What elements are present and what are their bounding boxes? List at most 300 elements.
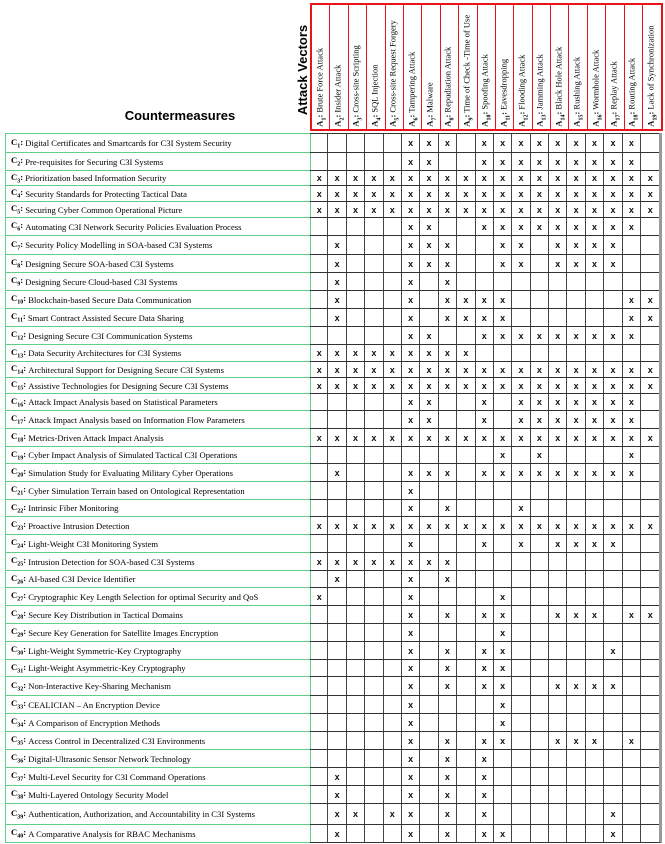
mark-x: x xyxy=(592,414,598,425)
mark-x: x xyxy=(647,173,653,183)
grid-cell-c33-a8 xyxy=(439,696,457,713)
countermeasure-row-c38 xyxy=(6,785,310,803)
attack-header-a5 xyxy=(386,5,404,129)
grid-cell-c36-a2 xyxy=(328,750,346,767)
countermeasure-label: Light-Weight Symmetric-Key Cryptography xyxy=(28,645,182,656)
grid-cell-c11-a10 xyxy=(476,309,494,326)
grid-cell-c7-a2 xyxy=(328,236,346,254)
grid-cell-c30-a15 xyxy=(567,642,585,659)
grid-cell-c36-a8 xyxy=(439,750,457,767)
mark-x: x xyxy=(481,330,487,341)
mark-x: x xyxy=(334,809,340,819)
mark-x: x xyxy=(408,188,414,199)
grid-cell-c9-a13 xyxy=(531,273,549,290)
grid-cell-c37-a1 xyxy=(310,768,328,785)
grid-cell-c26-a12 xyxy=(512,571,530,587)
attack-header-label xyxy=(553,47,566,127)
attack-header-a9 xyxy=(459,5,477,129)
countermeasure-row-c13 xyxy=(6,344,310,361)
grid-cell-c16-a14 xyxy=(549,394,567,410)
mark-x: x xyxy=(408,681,414,691)
countermeasure-id: $C_{29}$: xyxy=(11,626,29,639)
grid-cell-c3-a9 xyxy=(457,171,475,185)
grid-cell-c13-a9 xyxy=(457,345,475,361)
grid-cell-c13-a2 xyxy=(328,345,346,361)
grid-cell-c15-a18 xyxy=(623,378,641,393)
grid-cell-c2-a11 xyxy=(494,153,512,170)
grid-cell-c15-a5 xyxy=(384,378,402,393)
countermeasure-id: $C_{11}$: xyxy=(11,311,28,324)
mark-x: x xyxy=(592,380,598,391)
grid-cell-c23-a14 xyxy=(549,517,567,534)
grid-row-c33 xyxy=(310,695,659,713)
grid-cell-c26-a10 xyxy=(476,571,494,587)
grid-cell-c34-a17 xyxy=(604,714,622,731)
mark-x: x xyxy=(481,312,487,323)
grid-cell-c28-a19 xyxy=(641,606,659,623)
grid-cell-c37-a5 xyxy=(384,768,402,785)
mark-x: x xyxy=(610,364,616,375)
grid-cell-c20-a9 xyxy=(457,464,475,481)
grid-cell-c5-a14 xyxy=(549,202,567,217)
mark-x: x xyxy=(334,312,340,323)
grid-cell-c11-a3 xyxy=(347,309,365,326)
grid-cell-c26-a17 xyxy=(604,571,622,587)
mark-x: x xyxy=(426,520,432,531)
grid-cell-c5-a7 xyxy=(420,202,438,217)
mark-x: x xyxy=(555,330,561,341)
mark-x: x xyxy=(408,156,414,167)
grid-cell-c12-a14 xyxy=(549,327,567,344)
grid-cell-c12-a2 xyxy=(328,327,346,344)
mark-x: x xyxy=(500,467,506,478)
grid-row-c34 xyxy=(310,713,659,731)
mark-x: x xyxy=(481,138,487,148)
mark-x: x xyxy=(500,294,506,305)
grid-cell-c4-a11 xyxy=(494,186,512,201)
grid-cell-c33-a16 xyxy=(586,696,604,713)
mark-x: x xyxy=(628,467,634,478)
grid-cell-c30-a16 xyxy=(586,642,604,659)
mark-x: x xyxy=(481,735,487,746)
mark-x: x xyxy=(518,173,524,183)
grid-cell-c32-a5 xyxy=(384,677,402,695)
grid-cell-c17-a6 xyxy=(402,411,420,428)
grid-cell-c26-a14 xyxy=(549,571,567,587)
grid-cell-c27-a5 xyxy=(384,588,402,605)
grid-cell-c34-a7 xyxy=(420,714,438,731)
countermeasure-label: Cyber Impact Analysis of Simulated Tactical C3I Operations xyxy=(28,450,238,460)
grid-cell-c11-a9 xyxy=(457,309,475,326)
mark-x: x xyxy=(444,276,450,287)
attack-header-label xyxy=(406,52,419,127)
grid-cell-c37-a18 xyxy=(623,768,641,785)
grid-cell-c40-a17 xyxy=(604,825,622,842)
grid-cell-c8-a16 xyxy=(586,255,604,272)
mark-x: x xyxy=(426,432,432,443)
mark-x: x xyxy=(555,467,561,478)
mark-x: x xyxy=(444,735,450,746)
grid-cell-c18-a16 xyxy=(586,429,604,446)
grid-cell-c22-a19 xyxy=(641,500,659,516)
grid-cell-c38-a13 xyxy=(531,786,549,803)
mark-x: x xyxy=(518,538,524,549)
attack-header-label xyxy=(443,47,456,127)
mark-x: x xyxy=(592,467,598,478)
grid-cell-c4-a13 xyxy=(531,186,549,201)
countermeasure-id: $C_{28}$: xyxy=(11,608,29,621)
grid-cell-c10-a15 xyxy=(567,291,585,308)
grid-cell-c5-a10 xyxy=(476,202,494,217)
attack-id: $A_{18}$: xyxy=(626,112,640,127)
grid-cell-c10-a7 xyxy=(420,291,438,308)
mark-x: x xyxy=(573,258,579,269)
grid-cell-c30-a14 xyxy=(549,642,567,659)
grid-cell-c36-a11 xyxy=(494,750,512,767)
grid-cell-c23-a18 xyxy=(623,517,641,534)
mark-x: x xyxy=(610,380,616,391)
mark-x: x xyxy=(408,520,414,531)
grid-cell-c23-a16 xyxy=(586,517,604,534)
mark-x: x xyxy=(444,294,450,305)
grid-cell-c38-a12 xyxy=(512,786,530,803)
grid-cell-c20-a7 xyxy=(420,464,438,481)
grid-cell-c16-a8 xyxy=(439,394,457,410)
grid-cell-c25-a13 xyxy=(531,553,549,570)
mark-x: x xyxy=(573,380,579,391)
grid-cell-c20-a17 xyxy=(604,464,622,481)
grid-cell-c36-a1 xyxy=(310,750,328,767)
grid-row-c31 xyxy=(310,659,659,676)
mark-x: x xyxy=(500,520,506,531)
grid-cell-c21-a7 xyxy=(420,482,438,499)
grid-cell-c39-a10 xyxy=(476,804,494,824)
grid-cell-c26-a2 xyxy=(328,571,346,587)
mark-x: x xyxy=(444,240,450,250)
grid-cell-c37-a17 xyxy=(604,768,622,785)
grid-cell-c31-a11 xyxy=(494,660,512,676)
mark-x: x xyxy=(444,173,450,183)
grid-cell-c4-a16 xyxy=(586,186,604,201)
grid-cell-c11-a4 xyxy=(365,309,383,326)
mark-x: x xyxy=(573,520,579,531)
grid-cell-c12-a18 xyxy=(623,327,641,344)
attack-name: Cross-site Request Forgery xyxy=(387,20,398,116)
grid-cell-c13-a4 xyxy=(365,345,383,361)
mark-x: x xyxy=(444,809,450,819)
mark-x: x xyxy=(628,221,634,232)
grid-cell-c29-a6 xyxy=(402,624,420,641)
mark-x: x xyxy=(463,348,469,358)
grid-cell-c8-a10 xyxy=(476,255,494,272)
mark-x: x xyxy=(352,364,358,375)
attack-id: $A_6$: xyxy=(406,115,419,127)
grid-cell-c10-a1 xyxy=(310,291,328,308)
grid-cell-c8-a1 xyxy=(310,255,328,272)
mark-x: x xyxy=(592,538,598,549)
grid-cell-c2-a15 xyxy=(567,153,585,170)
attack-header-a12 xyxy=(514,5,532,129)
table-bottom-border xyxy=(6,842,310,843)
mark-x: x xyxy=(573,414,579,425)
attack-name: Spoofing Attack xyxy=(479,54,490,113)
grid-cell-c25-a8 xyxy=(439,553,457,570)
grid-cell-c34-a11 xyxy=(494,714,512,731)
grid-cell-c34-a8 xyxy=(439,714,457,731)
countermeasure-row-c7 xyxy=(6,235,310,254)
mark-x: x xyxy=(610,520,616,531)
grid-cell-c40-a7 xyxy=(420,825,438,842)
mark-x: x xyxy=(481,609,487,620)
grid-cell-c31-a17 xyxy=(604,660,622,676)
grid-cell-c21-a6 xyxy=(402,482,420,499)
countermeasure-row-c25 xyxy=(6,552,310,570)
grid-cell-c27-a11 xyxy=(494,588,512,605)
mark-x: x xyxy=(536,432,542,443)
grid-cell-c31-a12 xyxy=(512,660,530,676)
attack-name: Malware xyxy=(424,82,435,116)
grid-cell-c7-a15 xyxy=(567,236,585,254)
grid-cell-c10-a4 xyxy=(365,291,383,308)
mark-x: x xyxy=(481,771,487,782)
grid-cell-c31-a8 xyxy=(439,660,457,676)
grid-cell-c1-a14 xyxy=(549,134,567,152)
mark-x: x xyxy=(316,173,322,183)
grid-cell-c8-a15 xyxy=(567,255,585,272)
mark-x: x xyxy=(536,204,542,215)
countermeasure-id: $C_{14}$: xyxy=(11,363,29,376)
grid-cell-c36-a15 xyxy=(567,750,585,767)
grid-cell-c21-a2 xyxy=(328,482,346,499)
countermeasure-label: A Comparison of Encryption Methods xyxy=(28,717,160,728)
countermeasure-label: Architectural Support for Designing Secure C3I Systems xyxy=(28,364,224,375)
grid-cell-c1-a3 xyxy=(347,134,365,152)
grid-cell-c13-a11 xyxy=(494,345,512,361)
grid-cell-c10-a18 xyxy=(623,291,641,308)
grid-row-c22 xyxy=(310,499,659,516)
grid-cell-c6-a10 xyxy=(476,218,494,235)
grid-cell-c39-a14 xyxy=(549,804,567,824)
mark-x: x xyxy=(444,789,450,800)
grid-cell-c26-a9 xyxy=(457,571,475,587)
grid-cell-c38-a17 xyxy=(604,786,622,803)
countermeasure-id: $C_{40}$: xyxy=(11,827,29,840)
attack-header-a8 xyxy=(441,5,459,129)
grid-cell-c13-a17 xyxy=(604,345,622,361)
grid-cell-c20-a5 xyxy=(384,464,402,481)
mark-x: x xyxy=(573,432,579,443)
grid-cell-c20-a8 xyxy=(439,464,457,481)
grid-cell-c20-a15 xyxy=(567,464,585,481)
grid-cell-c12-a7 xyxy=(420,327,438,344)
grid-cell-c32-a7 xyxy=(420,677,438,695)
mark-x: x xyxy=(518,138,524,148)
grid-cell-c23-a9 xyxy=(457,517,475,534)
grid-cell-c9-a16 xyxy=(586,273,604,290)
countermeasure-row-c36 xyxy=(6,749,310,767)
grid-cell-c14-a6 xyxy=(402,362,420,377)
grid-cell-c30-a1 xyxy=(310,642,328,659)
grid-cell-c1-a15 xyxy=(567,134,585,152)
grid-cell-c35-a19 xyxy=(641,732,659,749)
mark-x: x xyxy=(426,330,432,341)
grid-cell-c15-a13 xyxy=(531,378,549,393)
grid-cell-c6-a12 xyxy=(512,218,530,235)
countermeasure-row-c21 xyxy=(6,481,310,499)
grid-cell-c37-a9 xyxy=(457,768,475,785)
grid-cell-c10-a17 xyxy=(604,291,622,308)
grid-cell-c6-a3 xyxy=(347,218,365,235)
grid-cell-c5-a9 xyxy=(457,202,475,217)
mark-x: x xyxy=(408,663,414,673)
mark-x: x xyxy=(481,538,487,549)
mark-x: x xyxy=(610,204,616,215)
mark-x: x xyxy=(610,681,616,691)
grid-cell-c31-a14 xyxy=(549,660,567,676)
grid-cell-c8-a9 xyxy=(457,255,475,272)
grid-cell-c14-a16 xyxy=(586,362,604,377)
countermeasure-id: $C_{10}$: xyxy=(11,293,29,306)
countermeasure-id: $C_{36}$: xyxy=(11,752,29,765)
mark-x: x xyxy=(444,188,450,199)
attack-name: Tampering Attack xyxy=(406,52,417,116)
mark-x: x xyxy=(352,348,358,358)
grid-cell-c19-a5 xyxy=(384,447,402,463)
grid-cell-c13-a7 xyxy=(420,345,438,361)
grid-cell-c9-a14 xyxy=(549,273,567,290)
mark-x: x xyxy=(444,828,450,839)
countermeasure-row-c4 xyxy=(6,185,310,201)
mark-x: x xyxy=(316,380,322,391)
grid-cell-c24-a11 xyxy=(494,535,512,552)
mark-x: x xyxy=(610,397,616,407)
attack-id: $A_{15}$: xyxy=(571,112,585,127)
grid-cell-c35-a8 xyxy=(439,732,457,749)
mark-x: x xyxy=(573,221,579,232)
grid-cell-c30-a19 xyxy=(641,642,659,659)
grid-cell-c7-a18 xyxy=(623,236,641,254)
grid-cell-c12-a16 xyxy=(586,327,604,344)
grid-cell-c22-a11 xyxy=(494,500,512,516)
grid-cell-c21-a9 xyxy=(457,482,475,499)
mark-x: x xyxy=(481,414,487,425)
grid-cell-c2-a5 xyxy=(384,153,402,170)
grid-cell-c6-a11 xyxy=(494,218,512,235)
grid-cell-c18-a10 xyxy=(476,429,494,446)
grid-cell-c28-a4 xyxy=(365,606,383,623)
mark-x: x xyxy=(408,809,414,819)
grid-cell-c15-a7 xyxy=(420,378,438,393)
grid-cell-c13-a15 xyxy=(567,345,585,361)
grid-cell-c7-a5 xyxy=(384,236,402,254)
mark-x: x xyxy=(555,156,561,167)
grid-cell-c39-a5 xyxy=(384,804,402,824)
grid-cell-c5-a12 xyxy=(512,202,530,217)
countermeasure-row-c22 xyxy=(6,499,310,516)
grid-cell-c25-a1 xyxy=(310,553,328,570)
grid-cell-c5-a8 xyxy=(439,202,457,217)
mark-x: x xyxy=(628,156,634,167)
grid-cell-c27-a3 xyxy=(347,588,365,605)
grid-cell-c1-a9 xyxy=(457,134,475,152)
grid-cell-c28-a2 xyxy=(328,606,346,623)
grid-cell-c16-a7 xyxy=(420,394,438,410)
grid-cell-c37-a14 xyxy=(549,768,567,785)
countermeasure-id: $C_{21}$: xyxy=(11,484,29,497)
grid-cell-c3-a15 xyxy=(567,171,585,185)
mark-x: x xyxy=(481,467,487,478)
grid-cell-c24-a15 xyxy=(567,535,585,552)
mark-x: x xyxy=(610,330,616,341)
grid-cell-c7-a1 xyxy=(310,236,328,254)
grid-cell-c30-a9 xyxy=(457,642,475,659)
mark-x: x xyxy=(426,397,432,407)
mark-x: x xyxy=(444,645,450,656)
grid-cell-c22-a10 xyxy=(476,500,494,516)
mark-x: x xyxy=(444,364,450,375)
grid-row-c2 xyxy=(310,152,659,170)
mark-x: x xyxy=(592,240,598,250)
mark-x: x xyxy=(500,380,506,391)
mark-x: x xyxy=(573,397,579,407)
countermeasure-row-c32 xyxy=(6,676,310,695)
grid-cell-c15-a14 xyxy=(549,378,567,393)
grid-cell-c29-a8 xyxy=(439,624,457,641)
grid-cell-c36-a7 xyxy=(420,750,438,767)
grid-cell-c23-a13 xyxy=(531,517,549,534)
grid-cell-c34-a3 xyxy=(347,714,365,731)
grid-cell-c29-a4 xyxy=(365,624,383,641)
countermeasure-row-c35 xyxy=(6,731,310,749)
attack-id: $A_{14}$: xyxy=(553,112,567,127)
mark-x: x xyxy=(628,380,634,391)
mark-x: x xyxy=(444,556,450,567)
grid-cell-c1-a16 xyxy=(586,134,604,152)
countermeasure-id: $C_2$: xyxy=(11,155,26,168)
mark-x: x xyxy=(536,414,542,425)
grid-cell-c36-a13 xyxy=(531,750,549,767)
countermeasure-row-c14 xyxy=(6,361,310,377)
attack-id: $A_{12}$: xyxy=(516,112,530,127)
grid-cell-c15-a17 xyxy=(604,378,622,393)
grid-cell-c21-a17 xyxy=(604,482,622,499)
grid-cell-c32-a8 xyxy=(439,677,457,695)
grid-cell-c25-a10 xyxy=(476,553,494,570)
mark-x: x xyxy=(518,520,524,531)
grid-cell-c13-a18 xyxy=(623,345,641,361)
mark-x: x xyxy=(628,609,634,620)
mark-x: x xyxy=(481,204,487,215)
grid-cell-c9-a11 xyxy=(494,273,512,290)
grid-cell-c16-a10 xyxy=(476,394,494,410)
grid-cell-c14-a13 xyxy=(531,362,549,377)
mark-x: x xyxy=(500,173,506,183)
mark-x: x xyxy=(334,204,340,215)
mark-x: x xyxy=(536,138,542,148)
grid-cell-c31-a2 xyxy=(328,660,346,676)
grid-cell-c8-a17 xyxy=(604,255,622,272)
grid-cell-c6-a19 xyxy=(641,218,659,235)
countermeasure-label: CEALICIAN – An Encryption Device xyxy=(28,699,160,710)
countermeasure-id: $C_{18}$: xyxy=(11,431,29,444)
grid-row-c37 xyxy=(310,767,659,785)
mark-x: x xyxy=(536,380,542,391)
grid-cell-c4-a19 xyxy=(641,186,659,201)
grid-cell-c37-a10 xyxy=(476,768,494,785)
grid-cell-c33-a13 xyxy=(531,696,549,713)
grid-cell-c34-a6 xyxy=(402,714,420,731)
grid-cell-c36-a6 xyxy=(402,750,420,767)
